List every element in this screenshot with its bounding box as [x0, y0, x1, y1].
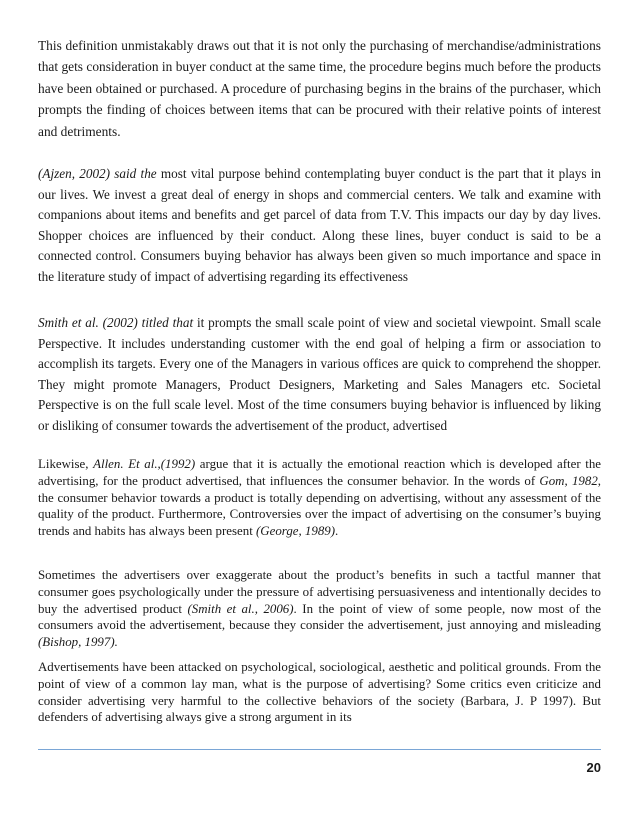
text-run: (Ajzen, 2002) said the [38, 166, 157, 181]
footer-divider [38, 749, 601, 750]
text-run: Gom, 1982 [539, 473, 598, 488]
text-run: Allen. Et al.,(1992) [93, 457, 196, 471]
text-run: most vital purpose behind contemplating buyer conduct is the part that it plays in our lives. We invest a great deal of energy in shops and commercial centers. We talk and examine with companions about items and benefits and get parcel of data from T.V. This impacts our day by day lives. Shopper choices are influenced by their conduct. Along these lines, buyer conduct is said to be a connected control. Consumers buying behavior has always been given so much importance and space in the literature study of impact of advertising regarding its effectiveness [38, 166, 601, 284]
paragraph-allen [38, 456, 601, 540]
text-run: Sometimes the advertisers over exaggerate about the product’s benefits in such a tactful manner that consumer goes psychologically under the pressure of advertising persuasiveness and intentionally decides to buy the advertised product [38, 568, 601, 616]
text-run: it prompts the small scale point of view and societal viewpoint. Small scale Perspective. It includes understanding customer with the end goal of helping a firm or association to accomplish its targets. Every one of the Managers in various offices are quick to comprehend the shopper. They might promote Managers, Product Designers, Marketing and Sales Managers etc. Societal Perspective is on the full scale level. Most of the time consumers buying behavior is influenced by liking or disliking of consumer towards the advertisement of the product, advertised [38, 315, 601, 433]
text-run: (Bishop, 1997). [38, 635, 118, 650]
text-run: . In the point of view of some people, now most of the consumers avoid the advertisement, because they consider the advertisement, just annoying and misleading [38, 601, 601, 633]
text-run: (Smith et al., 2006) [187, 601, 294, 616]
paragraph-smith [38, 313, 601, 437]
paragraph-ajzen [38, 164, 601, 288]
paragraph-definition [38, 35, 601, 142]
page-number: 20 [586, 760, 601, 775]
text-run: , the consumer behavior towards a product is totally depending on advertising, without any assessment of the quality of the product. Furthermore, Controversies over the impact of advertising on the consumer’s buying trends and habits has always been present [38, 473, 601, 539]
text-run: Likewise, [38, 457, 94, 471]
paragraph-advertisements [38, 659, 601, 726]
paragraph-advertisers [38, 567, 601, 651]
text-run: argue that it is actually the emotional reaction which is developed after the advertising, for the product advertised, that influences the consumer behavior. In the words of [38, 457, 602, 488]
text-run: This definition unmistakably draws out that it is not only the purchasing of merchandise/administrations that gets consideration in buyer conduct at the same time, the procedure begins much before the products have been obtained or purchased. A procedure of purchasing begins in the brains of the purchaser, which prompts the finding of choices between items that can be procured with their relative points of interest and detriments. [38, 38, 601, 139]
text-run: (George, 1989) [256, 524, 336, 539]
text-run: Advertisements have been attacked on psychological, sociological, aesthetic and political grounds. From the point of view of a common lay man, what is the purpose of advertising? Some critics even criticize and consider advertising very harmful to the collective behaviors of the society (Barbara, J. P 1997). But defenders of advertising always give a strong argument in its [38, 660, 601, 725]
text-run: . [335, 524, 339, 539]
text-run: Smith et al. (2002) titled that [38, 315, 194, 330]
